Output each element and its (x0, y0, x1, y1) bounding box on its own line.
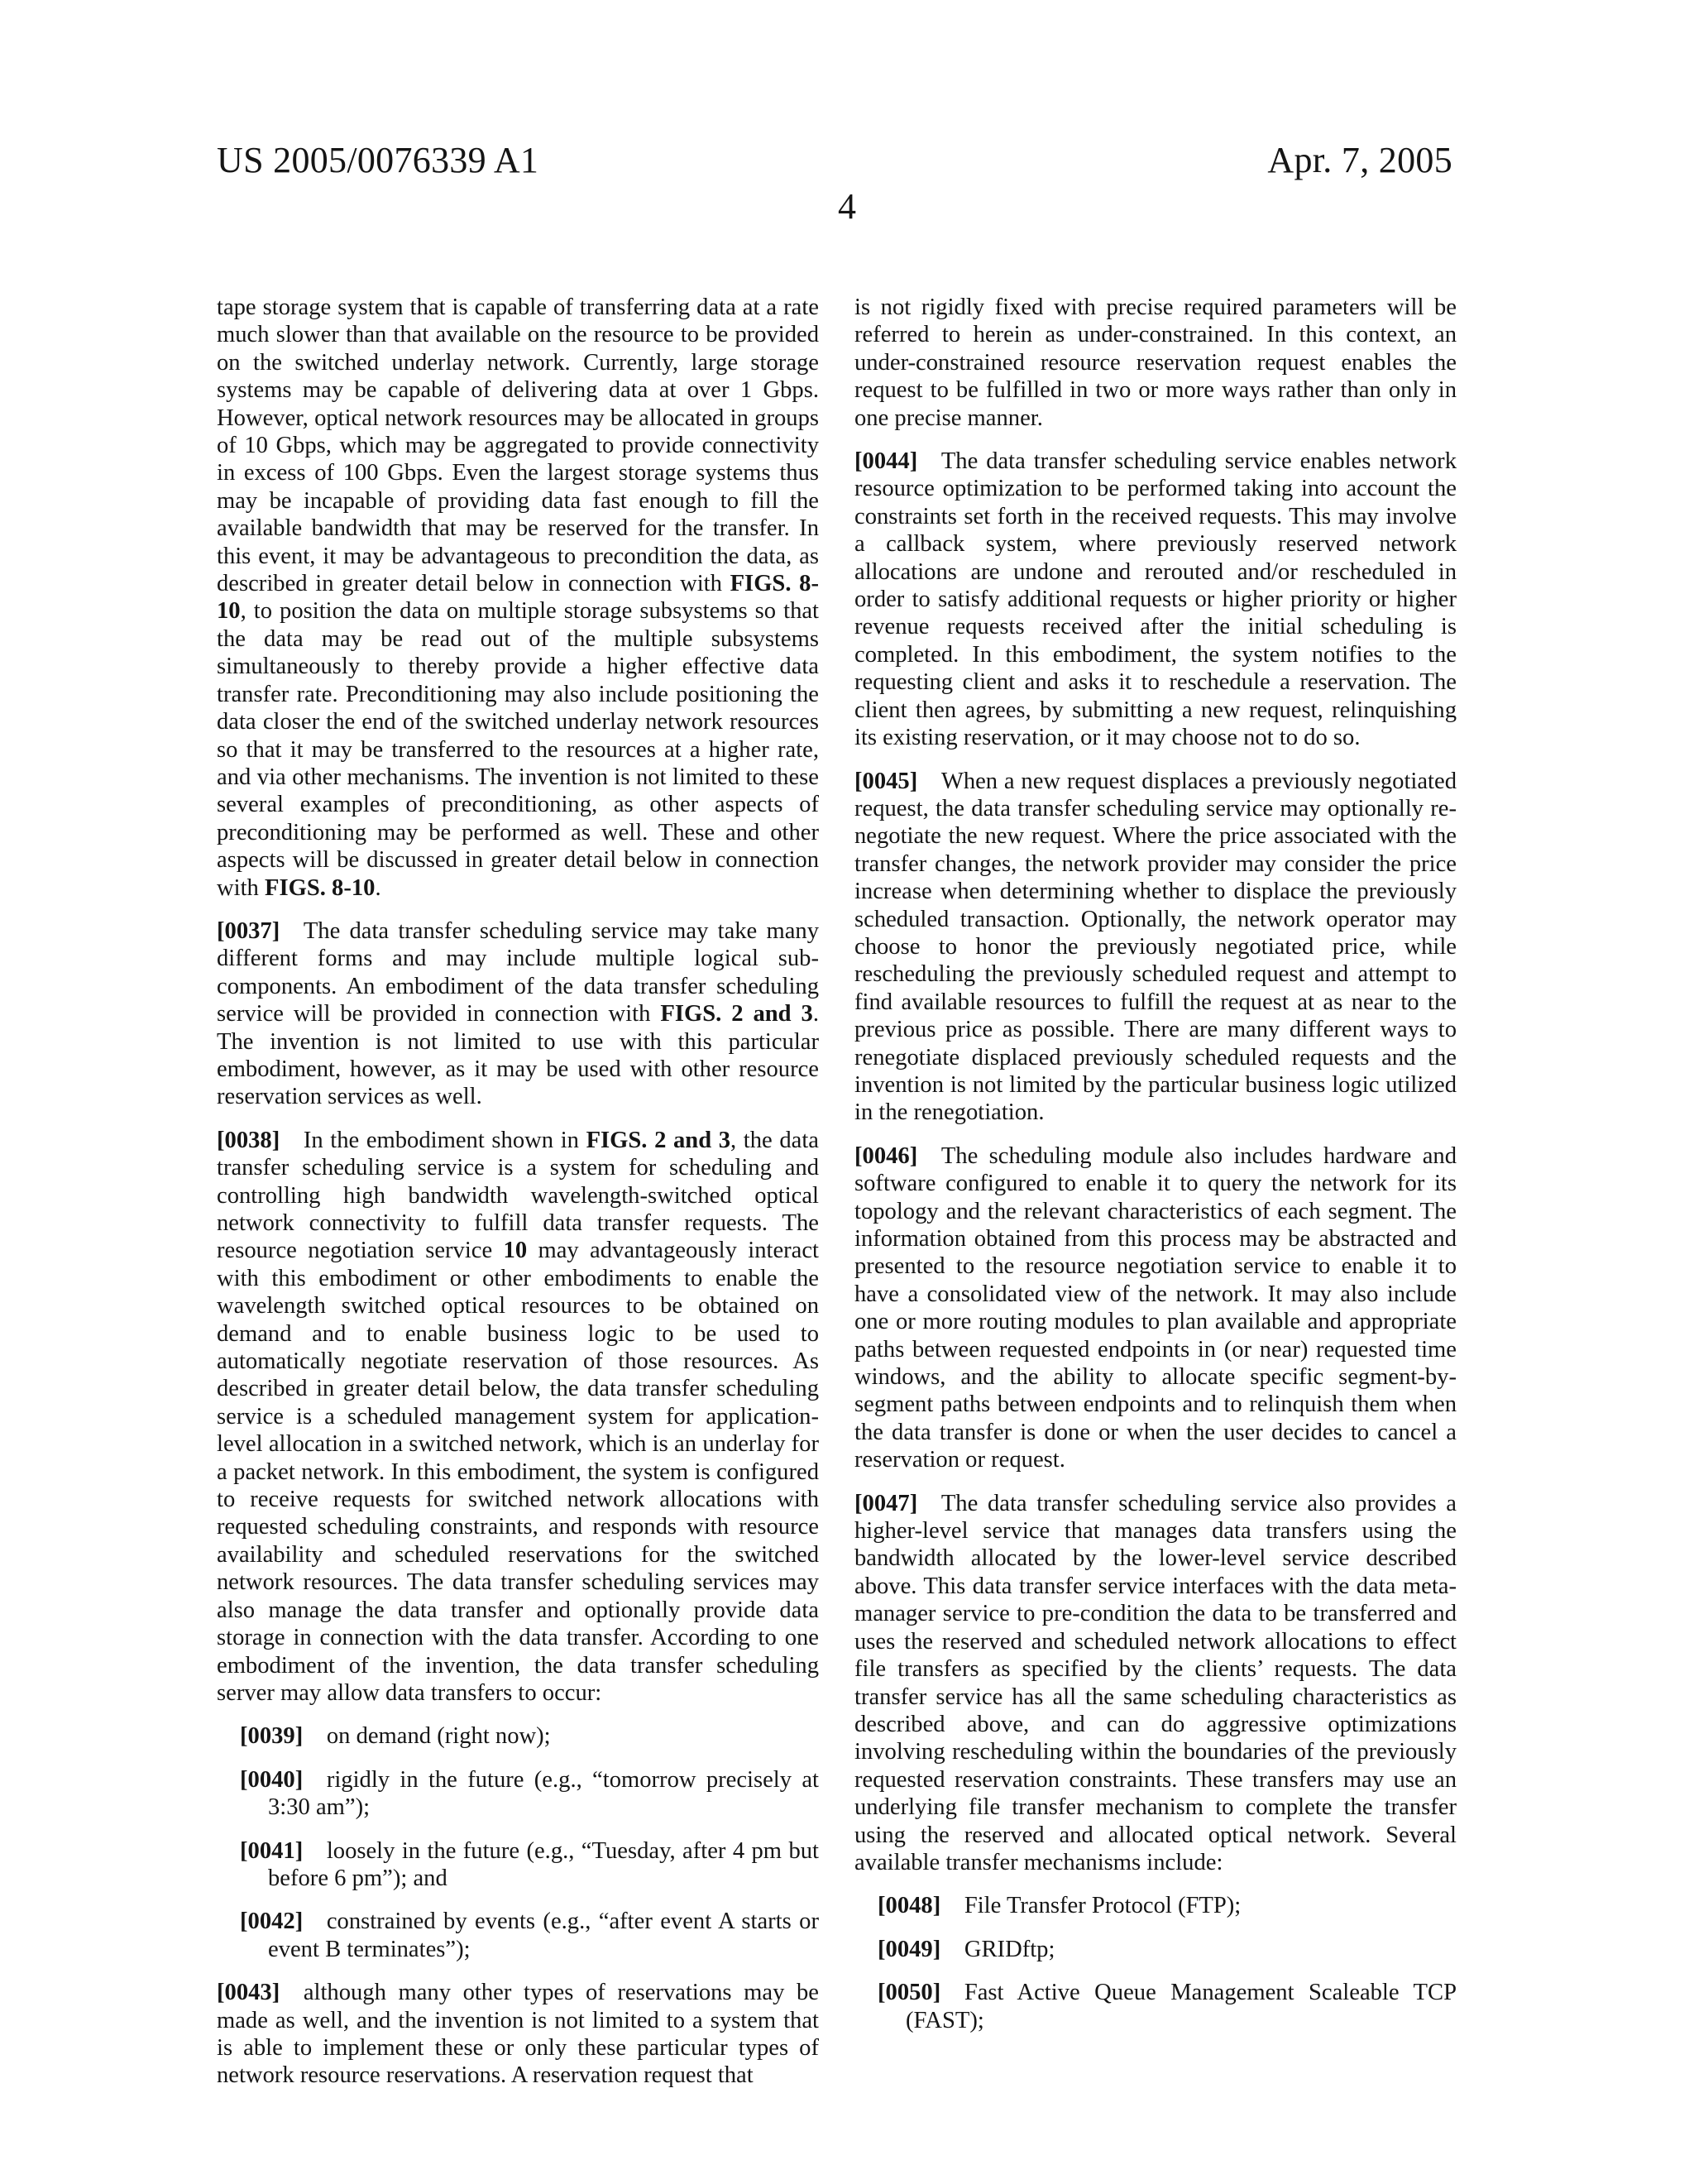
figure-reference: FIGS. 8-10 (217, 571, 819, 625)
paragraph-number: [0047] (854, 1490, 918, 1516)
paragraph-continued: is not rigidly fixed with precise required parameters will be referred to herein as under-constrained. In this context, an under-constrained resource reservation request enables the request to be fulfilled in two or more ways rather than only in one precise manner. (854, 295, 1457, 431)
list-item-0041: [0041] loosely in the future (e.g., “Tuesday, after 4 pm but before 6 pm”); and (240, 1837, 819, 1891)
paragraph-number: [0037] (217, 917, 280, 944)
list-item-0048: [0048] File Transfer Protocol (FTP); (878, 1893, 1242, 1919)
paragraph-number: [0048] (878, 1893, 941, 1919)
left-column (217, 294, 819, 2090)
right-column (854, 294, 1457, 2034)
list-item-0039: [0039] on demand (right now); (240, 1723, 551, 1750)
figure-reference: FIGS. 2 and 3 (586, 1127, 731, 1153)
list-item-0040: [0040] rigidly in the future (e.g., “tomorrow precisely at 3:30 am”); (240, 1766, 819, 1821)
paragraph-0045: [0045] When a new request displaces a previously negotiated request, the data transfer scheduling service may optionally re-negotiate the new request. Where the price associated with the transfer changes, the network provider may consider the price increase when determining whether to displace the previously scheduled transaction. Optionally, the network operator may choose to honor the previously negotiated price, while rescheduling the previously scheduled request and attempt to find available resources to fulfill the request at as near to the previous price as possible. There are many different ways to renegotiate displaced previously scheduled requests and the invention is not limited by the particular business logic utilized in the renegotiation. (854, 768, 1457, 1126)
paragraph-number: [0045] (854, 768, 918, 794)
paragraph-0043: [0043] although many other types of reservations may be made as well, and the invention is not limited to a system that is able to implement these or only these particular types of network resource reservations. A reservation request that (217, 1980, 819, 2089)
figure-reference: FIGS. 2 and 3 (660, 1001, 813, 1027)
paragraph-number: [0042] (240, 1909, 304, 1935)
paragraph-0038: [0038] In the embodiment shown in FIGS. 2 and 3, the data transfer scheduling service is a system for scheduling and controlling high bandwidth wavelength-switched optical network connectivity to fulfill data transfer requests. The resource negotiation service 10 may advantageously interact with this embodiment or other embodiments to enable the wavelength switched optical resources to be obtained on demand and to enable business logic to be used to automatically negotiate reservation of those resources. As described in greater detail below, the data transfer scheduling service is a scheduled management system for application-level allocation in a switched network, which is an underlay for a packet network. In this embodiment, the system is configured to receive requests for switched network allocations with requested scheduling constraints, and responds with resource availability and scheduled reservations for the switched network resources. The data transfer scheduling services may also manage the data transfer and optionally provide data storage in connection with the data transfer. According to one embodiment of the invention, the data transfer scheduling server may allow data transfers to occur: (217, 1127, 819, 1706)
paragraph-number: [0043] (217, 1980, 280, 2006)
list-item-0042: [0042] constrained by events (e.g., “after event A starts or event B terminates”); (240, 1909, 819, 1962)
paragraph-0047: [0047] The data transfer scheduling service also provides a higher-level service that manages data transfers using the bandwidth allocated by the lower-level service described above. This data transfer service interfaces with the data meta-manager service to pre-condition the data to be transferred and uses the reserved and scheduled network allocations to effect file transfers as specified by the clients’ requests. The data transfer service has all the same scheduling characteristics as described above, and can do aggressive optimizations involving rescheduling within the boundaries of the previously requested reservation constraints. These transfers may use an underlying file transfer mechanism to complete the transfer using the reserved and allocated optical network. Several available transfer mechanisms include: (854, 1490, 1457, 1875)
paragraph-number: [0039] (240, 1723, 304, 1750)
paragraph-number: [0046] (854, 1142, 918, 1169)
paragraph-number: [0038] (217, 1127, 280, 1153)
figure-reference: FIGS. 8-10 (264, 874, 376, 901)
paragraph-continued: tape storage system that is capable of transferring data at a rate much slower than that available on the resource to be provided on the switched underlay network. Currently, large storage systems may be capable of delivering data at over 1 Gbps. However, optical network resources may be allocated in groups of 10 Gbps, which may be aggregated to provide connectivity in excess of 100 Gbps. Even the largest storage systems thus may be incapable of providing data fast enough to fill the available bandwidth that may be reserved for the transfer. In this event, it may be advantageous to precondition the data, as described in greater detail below in connection with FIGS. 8-10, to position the data on multiple storage subsystems so that the data may be read out of the multiple subsystems simultaneously to thereby provide a higher effective data transfer rate. Preconditioning may also include positioning the data closer the end of the switched underlay network resources so that it may be transferred to the resources at a higher rate, and via other mechanisms. The invention is not limited to these several examples of preconditioning, as other aspects of preconditioning may be performed as well. These and other aspects will be discussed in greater detail below in connection with FIGS. 8-10. (217, 295, 819, 901)
paragraph-number: [0041] (240, 1837, 304, 1864)
paragraph-number: [0040] (240, 1766, 304, 1793)
paragraph-0037: [0037] The data transfer scheduling service may take many different forms and may include multiple logical sub-components. An embodiment of the data transfer scheduling service will be provided in connection with FIGS. 2 and 3. The invention is not limited to use with this particular embodiment, however, as it may be used with other resource reservation services as well. (217, 917, 819, 1110)
list-item-0050: [0050] Fast Active Queue Management Scaleable TCP (FAST); (878, 1980, 1457, 2033)
paragraph-number: [0049] (878, 1936, 941, 1962)
page-number: 4 (838, 186, 856, 227)
publication-number: US 2005/0076339 A1 (217, 140, 539, 180)
paragraph-0044: [0044] The data transfer scheduling service enables network resource optimization to be performed taking into account the constraints set forth in the received requests. This may involve a callback system, where previously reserved network allocations are undone and rerouted and/or rescheduled in order to satisfy additional requests or higher priority or higher revenue requests received after the initial scheduling is completed. In this embodiment, the system notifies to the requesting client and asks it to reschedule a reservation. The client then agrees, by submitting a new request, relinquishing its existing reservation, or it may choose not to do so. (854, 448, 1457, 751)
paragraph-number: [0044] (854, 448, 918, 475)
list-item-0049: [0049] GRIDftp; (878, 1936, 1055, 1962)
paragraph-0046: [0046] The scheduling module also includes hardware and software configured to enable it to query the network for its topology and the relevant characteristics of each segment. The information obtained from this process may be abstracted and presented to the resource negotiation service to enable it to have a consolidated view of the network. It may also include one or more routing modules to plan available and appropriate paths between requested endpoints in (or near) requested time windows, and the ability to allocate specific segment-by-segment paths between endpoints and to relinquish them when the data transfer is done or when the user decides to cancel a reservation or request. (854, 1142, 1457, 1473)
element-reference: 10 (503, 1238, 528, 1264)
paragraph-number: [0050] (878, 1980, 941, 2006)
publication-date: Apr. 7, 2005 (1267, 140, 1452, 180)
